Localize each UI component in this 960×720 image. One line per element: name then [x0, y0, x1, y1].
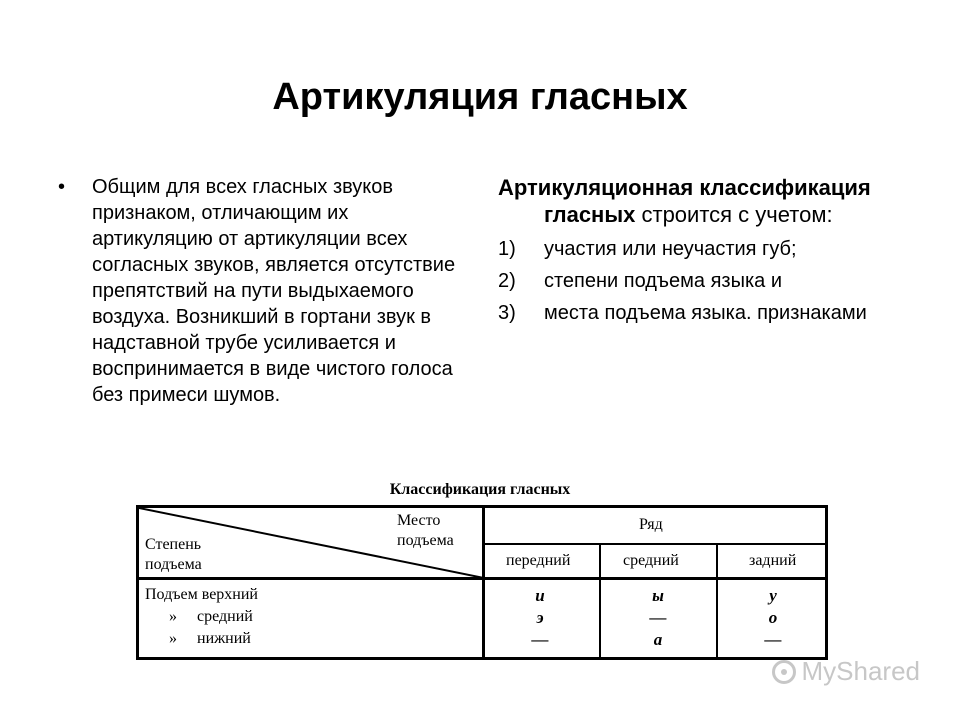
vowel-cell: а: [653, 630, 663, 649]
vowel-classification-table: [136, 505, 828, 660]
column-header-back: задний: [749, 552, 797, 569]
vowel-cell: у: [769, 586, 777, 605]
bullet-list: [58, 174, 478, 408]
column-header-front: передний: [506, 552, 571, 569]
vowel-cell: —: [764, 630, 782, 649]
numbered-item: [498, 236, 908, 262]
heading-rest: строится с учетом:: [635, 202, 833, 227]
vowel-cell: и: [535, 586, 545, 605]
corner-bottom-line2: подъема: [145, 556, 202, 573]
numbered-item: [498, 300, 908, 326]
numbered-list: [498, 236, 908, 326]
bullet-item: [58, 174, 478, 408]
item-text: места подъема языка. признаками: [544, 302, 867, 324]
bullet-paragraph: Общим для всех гласных звуков признаком, отличающим их артикуляцию от артикуляции всех согласных звуков, является отсутствие препятствий на пути выдыхаемого воздуха. Возникший в гортани звук в надставной трубе усиливается и воспринимается в виде чистого голоса без примеси шумов.: [92, 176, 456, 406]
item-number: 3): [498, 302, 516, 324]
item-number: 2): [498, 270, 516, 292]
slide-title: Артикуляция гласных: [272, 76, 688, 118]
watermark-text: MyShared: [801, 656, 920, 686]
watermark: [772, 656, 921, 687]
table-caption: Классификация гласных: [389, 481, 571, 498]
vowel-cell: о: [768, 608, 778, 627]
left-text-block: [58, 174, 478, 408]
bullet-marker: •: [58, 176, 66, 198]
row-label-mid: » средний: [169, 608, 253, 625]
corner-bottom-line1: Степень: [145, 536, 202, 553]
corner-top-line2: подъема: [397, 532, 454, 549]
table-divider: [484, 543, 825, 545]
group-header: Ряд: [639, 516, 663, 533]
item-text: степени подъема языка и: [544, 270, 782, 292]
item-text: участия или неучастия губ;: [544, 238, 797, 260]
vowel-cell: ы: [652, 586, 664, 605]
table-divider: [599, 544, 601, 657]
heading-bold-part: Артикуляционная классификация гласных: [498, 175, 871, 227]
table-divider: [716, 544, 718, 657]
row-label-high: Подъем верхний: [145, 586, 258, 603]
right-text-block: [498, 174, 908, 332]
vowel-cell: —: [649, 608, 667, 627]
row-label-low: » нижний: [169, 630, 251, 647]
item-number: 1): [498, 238, 516, 260]
column-header-central: средний: [623, 552, 679, 569]
numbered-item: [498, 268, 908, 294]
corner-top-line1: Место: [397, 512, 441, 529]
vowel-cell: —: [531, 630, 549, 649]
vowel-cell: э: [536, 608, 544, 627]
watermark-logo-icon: [772, 660, 796, 684]
classification-heading: [498, 174, 908, 228]
